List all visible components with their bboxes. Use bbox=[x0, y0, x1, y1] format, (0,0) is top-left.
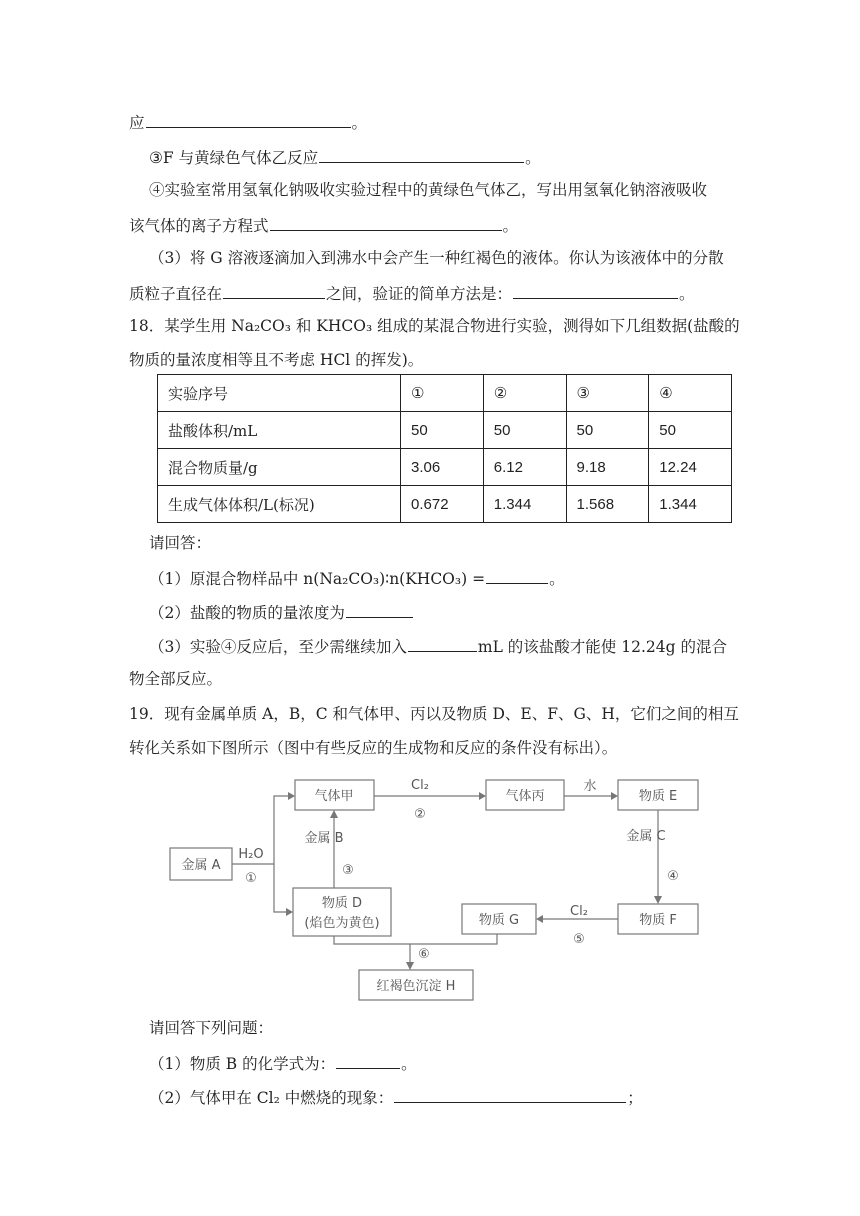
label-step-4: ④ bbox=[667, 869, 679, 884]
q19-prompt: 请回答下列问题： bbox=[149, 1019, 274, 1037]
table-cell: 1.568 bbox=[566, 486, 649, 523]
table-cell: 12.24 bbox=[649, 449, 732, 486]
table-cell: 0.672 bbox=[401, 486, 484, 523]
arrowhead bbox=[654, 896, 662, 904]
table-cell: ③ bbox=[566, 375, 649, 412]
text: 。 bbox=[525, 149, 541, 167]
table-cell: ② bbox=[483, 375, 566, 412]
q19-stem-line-1: 19．现有金属单质 A，B，C 和气体甲、丙以及物质 D、E、F、G、H，它们之间的相互 bbox=[129, 705, 739, 723]
q19-answer-2 bbox=[149, 1085, 643, 1109]
arrowhead bbox=[536, 915, 543, 923]
table-cell: 1.344 bbox=[483, 486, 566, 523]
text: 。 bbox=[549, 570, 565, 588]
label-substance-f: 物质 F bbox=[639, 913, 677, 928]
text: 。 bbox=[401, 1055, 417, 1073]
q18-stem-line-2: 物质的量浓度相等且不考虑 HCl 的挥发)。 bbox=[129, 351, 424, 369]
q19-stem-line-2: 转化关系如下图所示（图中有些反应的生成物和反应的条件没有标出）。 bbox=[129, 739, 618, 757]
text: 该气体的离子方程式 bbox=[129, 217, 269, 235]
arrowhead bbox=[286, 908, 293, 916]
label-precipitate-h: 红褐色沉淀 H bbox=[376, 979, 456, 994]
label-cl2-bottom: Cl₂ bbox=[570, 904, 588, 919]
table-cell: 50 bbox=[401, 412, 484, 449]
text: （2）盐酸的物质的量浓度为 bbox=[149, 604, 345, 622]
table-cell: 1.344 bbox=[649, 486, 732, 523]
label-water: 水 bbox=[583, 779, 597, 794]
label-step-6: ⑥ bbox=[418, 947, 430, 962]
text: （1）原混合物样品中 n(Na₂CO₃)∶n(KHCO₃) = bbox=[149, 570, 486, 588]
text: ； bbox=[627, 1089, 643, 1107]
label-metal-c: 金属 C bbox=[626, 829, 666, 844]
table-cell: 3.06 bbox=[401, 449, 484, 486]
q18-stem-line-1: 18．某学生用 Na₂CO₃ 和 KHCO₃ 组成的某混合物进行实验，测得如下几组数据(盐酸的 bbox=[129, 317, 740, 335]
text: 。 bbox=[502, 217, 519, 235]
label-step-1: ① bbox=[245, 871, 257, 886]
label-step-5: ⑤ bbox=[573, 932, 585, 947]
text: mL 的该盐酸才能使 12.24g 的混合 bbox=[477, 638, 727, 656]
text: 之间，验证的简单方法是： bbox=[326, 285, 513, 303]
text: 。 bbox=[679, 285, 695, 303]
arrow-a-to-d bbox=[274, 864, 287, 912]
q18-answer-3-cont: 物全部反应。 bbox=[129, 670, 223, 688]
text: ③F 与黄绿色气体乙反应 bbox=[149, 149, 319, 167]
table-cell: ④ bbox=[649, 375, 732, 412]
q18-prompt: 请回答： bbox=[149, 534, 212, 552]
table-cell: ① bbox=[401, 375, 484, 412]
arrowhead bbox=[330, 810, 338, 818]
label-cl2-top: Cl₂ bbox=[411, 778, 429, 793]
text: （3）实验④反应后，至少需继续加入 bbox=[149, 638, 407, 656]
table-cell: 50 bbox=[649, 412, 732, 449]
arrowhead bbox=[479, 792, 486, 800]
label-h2o: H₂O bbox=[238, 847, 264, 862]
label-metal-b: 金属 B bbox=[304, 831, 344, 846]
q19-answer-1 bbox=[149, 1051, 417, 1075]
text: 质粒子直径在 bbox=[129, 285, 223, 303]
arrowhead bbox=[611, 792, 618, 800]
paragraph-line: ④实验室常用氢氧化钠吸收实验过程中的黄绿色气体乙，写出用氢氧化钠溶液吸收 bbox=[149, 181, 708, 199]
table-cell: 9.18 bbox=[566, 449, 649, 486]
label-gas-bing: 气体丙 bbox=[505, 789, 545, 804]
label-gas-jia: 气体甲 bbox=[314, 789, 354, 804]
paragraph-line: （3）将 G 溶液逐滴加入到沸水中会产生一种红褐色的液体。你认为该液体中的分散 bbox=[149, 249, 724, 267]
table-cell: 生成气体体积/L(标况) bbox=[158, 486, 401, 523]
answer-blank[interactable] bbox=[394, 1085, 626, 1103]
table-cell: 混合物质量/g bbox=[158, 449, 401, 486]
table-cell: 50 bbox=[566, 412, 649, 449]
label-step-3: ③ bbox=[342, 863, 354, 878]
label-substance-d: 物质 D bbox=[321, 896, 363, 911]
text: （2）气体甲在 Cl₂ 中燃烧的现象： bbox=[149, 1089, 394, 1107]
label-substance-e: 物质 E bbox=[638, 789, 678, 804]
answer-blank[interactable] bbox=[336, 1051, 400, 1069]
label-substance-d-note: (焰色为黄色) bbox=[304, 916, 380, 931]
text: 应 bbox=[129, 114, 145, 132]
table-cell: 盐酸体积/mL bbox=[158, 412, 401, 449]
label-substance-g: 物质 G bbox=[478, 913, 520, 928]
label-metal-a: 金属 A bbox=[181, 858, 221, 873]
table-cell: 实验序号 bbox=[158, 375, 401, 412]
text: （1）物质 B 的化学式为： bbox=[149, 1055, 336, 1073]
label-step-2: ② bbox=[414, 807, 426, 822]
arrowhead bbox=[406, 962, 414, 970]
arrowhead bbox=[288, 792, 295, 800]
table-cell: 50 bbox=[483, 412, 566, 449]
text: 。 bbox=[351, 114, 368, 132]
table-cell: 6.12 bbox=[483, 449, 566, 486]
